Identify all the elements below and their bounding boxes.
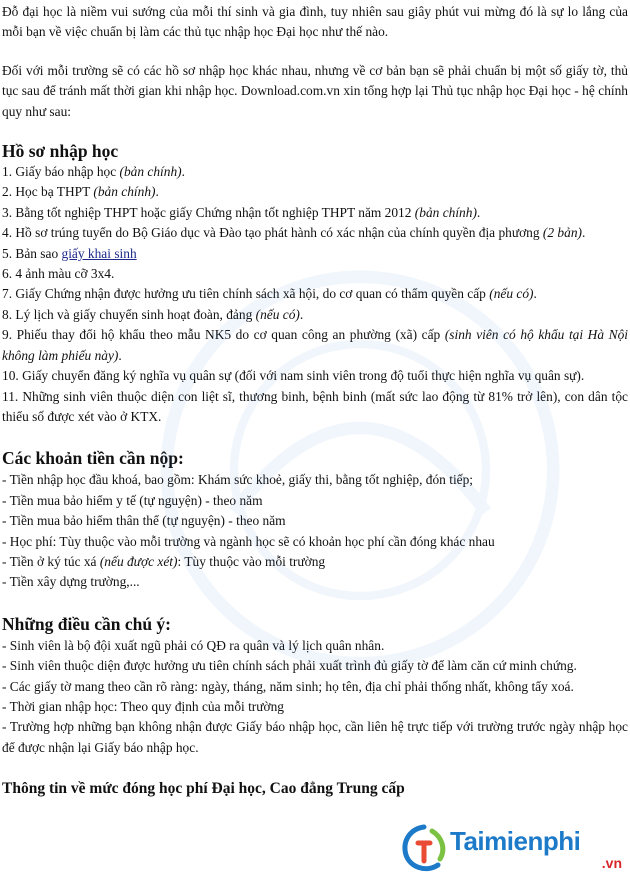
document-item-suffix: . — [118, 347, 122, 363]
document-item — [2, 244, 628, 264]
document-item — [2, 325, 628, 366]
document-item-note: (bản chính) — [93, 184, 156, 200]
fee-item-text: - Tiền mua bảo hiểm y tế (tự nguyện) - theo năm — [2, 492, 263, 508]
document-item-text: 1. Giấy báo nhập học — [2, 164, 120, 180]
note-item — [2, 636, 628, 656]
note-item-text: - Thời gian nhập học: Theo quy định của mỗi trường — [2, 698, 284, 714]
document-item-note: (2 bản) — [542, 225, 582, 241]
notes-list — [2, 636, 628, 758]
document-item — [2, 284, 628, 304]
fee-item-text: - Học phí: Tùy thuộc vào mỗi trường và ngành học sẽ có khoản học phí cần đóng khác nhau — [2, 533, 495, 549]
note-item — [2, 656, 628, 676]
document-item-text: 7. Giấy Chứng nhận được hưởng ưu tiên chính sách xã hội, do cơ quan có thẩm quyền cấp — [2, 286, 490, 302]
fee-item — [2, 532, 628, 552]
note-item-text: - Trường hợp những bạn không nhận được Giấy báo nhập học, cần liên hệ trực tiếp với trường trước ngày nhập học để được nhận lại Giấy báo nhập học. — [2, 719, 628, 755]
fee-item-text: - Tiền ở ký túc xá — [2, 553, 100, 569]
document-item — [2, 162, 628, 182]
document-item-suffix: . — [581, 225, 586, 241]
note-item-text: - Các giấy tờ mang theo cần rõ ràng: ngày, tháng, năm sinh; họ tên, địa chỉ phải thống nhất, không tẩy xoá. — [2, 678, 574, 694]
document-item-text: 6. 4 ảnh màu cỡ 3x4. — [2, 266, 115, 282]
document-item — [2, 182, 628, 202]
fee-item-suffix: : Tùy thuộc vào mỗi trường — [177, 553, 326, 569]
document-item — [2, 223, 628, 243]
intro-paragraph-1: Đỗ đại học là niềm vui sướng của mỗi thí sinh và gia đình, tuy nhiên sau giây phút vui mừng đó là sự lo lắng của mỗi bạn về việc chuẩn bị làm các thủ tục nhập học Đại học như thế nào. — [2, 4, 628, 40]
fee-item — [2, 572, 628, 592]
fee-item — [2, 491, 628, 511]
document-item-text: 11. Những sinh viên thuộc diện con liệt sĩ, thương binh, bệnh binh (mất sức lao động từ 81% trở lên), con dân tộc thiểu số được xét vào ở KTX. — [2, 388, 628, 424]
document-item-note: (bản chính) — [414, 204, 477, 220]
document-item-text: 3. Bằng tốt nghiệp THPT hoặc giấy Chứng nhận tốt nghiệp THPT năm 2012 — [2, 204, 415, 220]
note-item — [2, 697, 628, 717]
logo-text: Taimienphi — [450, 826, 581, 856]
intro-paragraph-2: Đối với mỗi trường sẽ có các hồ sơ nhập học khác nhau, nhưng về cơ bản bạn sẽ phải chuẩn bị một số giấy tờ, thủ tục sau để tránh mất thời gian khi nhập học. Download.com.vn xin tổng hợp lại Thủ tục nhập học Đại học - hệ chính quy như sau: — [2, 62, 628, 119]
document-item — [2, 264, 628, 284]
note-item-text: - Sinh viên là bộ đội xuất ngũ phải có QĐ ra quân và lý lịch quân nhân. — [2, 637, 385, 653]
document-item-note: (nếu có) — [489, 286, 534, 302]
document-item-suffix: . — [181, 164, 185, 180]
document-item-text: 4. Hồ sơ trúng tuyển do Bộ Giáo dục và Đào tạo phát hành có xác nhận của chính quyền địa phương — [2, 225, 543, 241]
document-item-note: (nếu có) — [255, 306, 300, 322]
document-item-text: 9. Phiếu thay đổi hộ khẩu theo mẫu NK5 do cơ quan công an phường (xã) cấp — [2, 327, 445, 343]
document-item — [2, 203, 628, 223]
fee-item — [2, 470, 628, 490]
fee-item-note: (nếu được xét) — [99, 553, 178, 569]
document-item-text: 10. Giấy chuyển đăng ký nghĩa vụ quân sự (đối với nam sinh viên trong độ tuổi thực hiện nghĩa vụ quân sự). — [2, 368, 585, 384]
fee-item-text: - Tiền xây dựng trường,... — [2, 574, 140, 590]
logo-suffix: .vn — [601, 855, 622, 871]
heading-fees: Các khoản tiền cần nộp: — [2, 448, 184, 469]
fees-list — [2, 470, 628, 592]
note-item — [2, 677, 628, 697]
document-item-text: 5. Bản sao — [2, 245, 62, 261]
fee-item — [2, 552, 628, 572]
document-item — [2, 305, 628, 325]
heading-notes: Những điều cần chú ý: — [2, 613, 172, 634]
taimienphi-logo — [394, 817, 626, 879]
logo-swirl-icon — [396, 821, 452, 877]
note-item-text: - Sinh viên thuộc diện được hưởng ưu tiên chính sách phải xuất trình đủ giấy tờ để làm căn cứ minh chứng. — [2, 658, 577, 674]
birth-certificate-link[interactable]: giấy khai sinh — [61, 245, 137, 261]
document-item-text: 8. Lý lịch và giấy chuyển sinh hoạt đoàn, đảng — [2, 306, 256, 322]
heading-tuition-info: Thông tin về mức đóng học phí Đại học, Cao đẳng Trung cấp — [2, 780, 405, 798]
fee-item-text: - Tiền mua bảo hiểm thân thể (tự nguyện) - theo năm — [2, 513, 286, 529]
document-item-suffix: . — [299, 306, 304, 322]
document-item-note: (sinh viên có hộ khẩu tại Hà Nội không làm phiếu này) — [2, 327, 628, 363]
documents-list — [2, 162, 628, 427]
document-item-suffix: . — [533, 286, 537, 302]
document-item-suffix: . — [155, 184, 159, 200]
document-item-suffix: . — [476, 204, 481, 220]
heading-documents: Hồ sơ nhập học — [2, 141, 119, 162]
document-item-note: (bản chính) — [119, 164, 182, 180]
document-item-text: 2. Học bạ THPT — [2, 184, 94, 200]
fee-item-text: - Tiền nhập học đầu khoá, bao gồm: Khám sức khoẻ, giấy thi, bằng tốt nghiệp, đón tiếp; — [2, 472, 474, 488]
note-item — [2, 717, 628, 758]
document-item — [2, 366, 628, 386]
fee-item — [2, 511, 628, 531]
document-item — [2, 387, 628, 428]
